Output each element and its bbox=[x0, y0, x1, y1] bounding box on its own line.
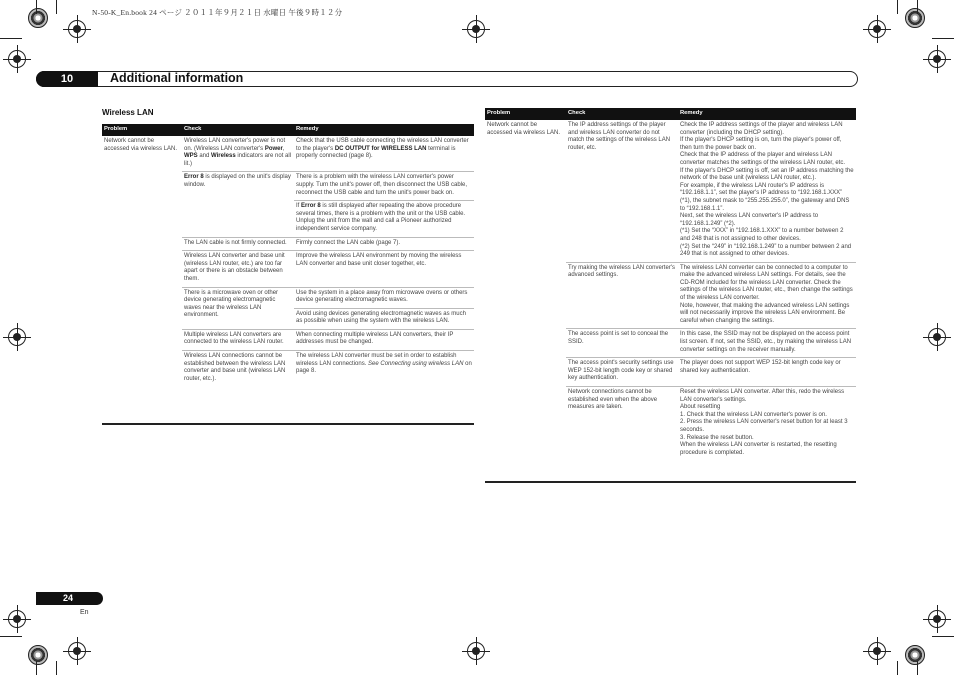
remedy-text: If Error 8 is still displayed after repeating the above procedure several times, there is a problem with the unit or the USB cable. Unplug the unit from the wall and call a Pioneer authorized independent service company. bbox=[296, 203, 466, 232]
remedy-cell bbox=[678, 329, 856, 358]
check-cell: Try making the wireless LAN converter's advanced settings. bbox=[566, 262, 678, 329]
check-cell bbox=[182, 172, 294, 237]
problem-cell: Network cannot be accessed via wireless LAN. bbox=[487, 122, 561, 136]
table-row bbox=[485, 120, 856, 262]
remedy-cell bbox=[678, 358, 856, 387]
remedy-line: 3. Release the reset button. bbox=[680, 434, 754, 441]
header-check: Check bbox=[566, 108, 678, 120]
left-troubleshoot-table bbox=[102, 124, 474, 386]
remedy-line: About resetting bbox=[680, 404, 721, 411]
chapter-title: Additional information bbox=[110, 71, 244, 85]
remedy-line: Next, set the wireless LAN converter's IP address to “192.168.1.249” (*2). bbox=[680, 213, 819, 227]
remedy-cell: Use the system in a place away from microwave ovens or others device generating electromagnetic waves. bbox=[294, 287, 474, 308]
header-remedy: Remedy bbox=[294, 124, 474, 136]
crop-mark bbox=[897, 0, 898, 14]
color-target-top-left bbox=[28, 8, 48, 28]
remedy-line: For example, if the wireless LAN router's IP address is “192.168.1.1”, set the player's IP address to “192.168.1.XXX” (*1), the subnet mask to “255.255.255.0”, the gateway and DNS to “192.168.1.1”. bbox=[680, 182, 850, 212]
check-cell: There is a microwave oven or other device generating electromagnetic waves near the wireless LAN environment. bbox=[182, 287, 294, 329]
right-troubleshoot-table bbox=[485, 108, 856, 460]
check-cell: Multiple wireless LAN converters are connected to the wireless LAN router. bbox=[182, 329, 294, 350]
registration-mark-bl bbox=[68, 642, 86, 660]
crop-mark bbox=[932, 38, 954, 39]
remedy-cell: Avoid using devices generating electromagnetic waves as much as possible when using the system with the wireless LAN. bbox=[294, 308, 474, 329]
check-cell bbox=[182, 136, 294, 172]
crop-mark bbox=[897, 661, 898, 675]
check-cell: Network connections cannot be established even when the above measures are taken. bbox=[566, 387, 678, 461]
remedy-line: 2. Press the wireless LAN converter's reset button for at least 3 seconds. bbox=[680, 419, 848, 433]
remedy-cell bbox=[294, 136, 474, 172]
print-header: N-50-K_En.book 24 ページ ２０１１年９月２１日 水曜日 午後９時１２分 bbox=[92, 8, 343, 17]
crop-mark bbox=[56, 661, 57, 675]
remedy-cell: There is a problem with the wireless LAN converter's power supply. Turn the unit's power off, then disconnect the USB cable, reconnect the USB cable and turn the unit's power back on. bbox=[294, 172, 474, 201]
color-target-bottom-left bbox=[28, 645, 48, 665]
header-check: Check bbox=[182, 124, 294, 136]
crop-mark bbox=[36, 661, 37, 675]
registration-mark-tc bbox=[467, 20, 485, 38]
header-problem: Problem bbox=[102, 124, 182, 136]
remedy-line: (*1) Set the “XXX” in “192.168.1.XXX” to a number between 2 and 248 that is not assigned to other devices. bbox=[680, 228, 844, 242]
right-table-end-rule bbox=[485, 481, 856, 483]
remedy-cell: Firmly connect the LAN cable (page 7). bbox=[294, 237, 474, 251]
page-number: 24 bbox=[36, 592, 103, 605]
table-header-row bbox=[485, 108, 856, 120]
registration-mark-bc bbox=[467, 642, 485, 660]
remedy-text: Check that the USB cable connecting the wireless LAN converter to the player's DC OUTPUT for WIRELESS LAN terminal is properly connected (page 8). bbox=[296, 138, 469, 160]
remedy-cell: When connecting multiple wireless LAN converters, their IP addresses must be changed. bbox=[294, 329, 474, 350]
remedy-line: The wireless LAN converter can be connected to a computer to make the advanced wireless LAN settings. For details, see the CD-ROM included for the wireless LAN converter. Check the settings of the wireless LAN router, etc., then change the settings of the wireless LAN converter. bbox=[680, 264, 853, 302]
remedy-line: If the player's DHCP setting is off, set an IP address matching the network of the base unit (wireless LAN router, etc.). bbox=[680, 167, 854, 182]
page-language: En bbox=[80, 609, 89, 616]
remedy-line: Reset the wireless LAN converter. After this, redo the wireless LAN converter's settings. bbox=[680, 389, 845, 403]
remedy-cell bbox=[294, 201, 474, 237]
registration-mark-tr bbox=[868, 20, 886, 38]
remedy-cell: Improve the wireless LAN environment by moving the wireless LAN converter and base unit closer together, etc. bbox=[294, 251, 474, 287]
check-cell: Wireless LAN converter and base unit (wireless LAN router, etc.) are too far apart or there is an obstacle between them. bbox=[182, 251, 294, 287]
check-cell: Wireless LAN connections cannot be established between the wireless LAN converter and base unit (wireless LAN router, etc.). bbox=[182, 351, 294, 387]
check-cell: The LAN cable is not firmly connected. bbox=[182, 237, 294, 251]
registration-mark-r2 bbox=[928, 610, 946, 628]
crop-mark bbox=[0, 636, 22, 637]
remedy-line: Note, however, that making the advanced wireless LAN settings will not necessarily improve the wireless LAN environment. Be careful when changing the settings. bbox=[680, 302, 850, 324]
header-problem: Problem bbox=[485, 108, 566, 120]
remedy-line: 1. Check that the wireless LAN converter's power is on. bbox=[680, 411, 827, 418]
remedy-cell bbox=[678, 387, 856, 461]
registration-mark-r1 bbox=[928, 50, 946, 68]
problem-cell: Network cannot be accessed via wireless LAN. bbox=[104, 138, 178, 152]
crop-mark bbox=[0, 38, 22, 39]
check-cell: The access point's security settings use WEP 152-bit length code key or shared key authentication. bbox=[566, 358, 678, 387]
remedy-line: (*2) Set the “249” in “192.168.1.249” to a number between 2 and 249 that is not assigned to other devices. bbox=[680, 243, 852, 258]
crop-mark bbox=[917, 0, 918, 14]
registration-mark-br bbox=[868, 642, 886, 660]
crop-mark bbox=[36, 0, 37, 14]
registration-mark-rm bbox=[928, 328, 946, 346]
check-text: Wireless LAN converter's power is not on. (Wireless LAN converter's Power, WPS and Wireless indicators are not all lit.) bbox=[184, 138, 292, 167]
section-title: Wireless LAN bbox=[102, 108, 154, 117]
check-text: Error 8 is displayed on the unit's display window. bbox=[184, 174, 291, 188]
registration-mark-lm bbox=[8, 328, 26, 346]
crop-mark bbox=[917, 661, 918, 675]
remedy-line: Check that the IP address of the player and wireless LAN converter matches the settings of the wireless LAN router, etc. bbox=[680, 152, 846, 166]
crop-mark bbox=[932, 636, 954, 637]
registration-mark-l1 bbox=[8, 50, 26, 68]
color-target-bottom-right bbox=[905, 645, 925, 665]
left-table-end-rule bbox=[102, 423, 474, 425]
registration-mark-tl bbox=[68, 20, 86, 38]
remedy-text: The wireless LAN converter must be set in order to establish wireless LAN connections. See Connecting using wireless LAN on page 8. bbox=[296, 353, 472, 375]
chapter-number: 10 bbox=[36, 71, 98, 87]
remedy-line: The player does not support WEP 152-bit length code key or shared key authentication. bbox=[680, 360, 841, 374]
remedy-line: When the wireless LAN converter is restarted, the resetting procedure is completed. bbox=[680, 442, 837, 456]
check-cell: The access point is set to conceal the SSID. bbox=[566, 329, 678, 358]
remedy-cell bbox=[678, 120, 856, 262]
table-header-row bbox=[102, 124, 474, 136]
remedy-line: Check the IP address settings of the player and wireless LAN converter (including the DHCP setting). bbox=[680, 122, 843, 136]
color-target-top-right bbox=[905, 8, 925, 28]
header-remedy: Remedy bbox=[678, 108, 856, 120]
registration-mark-l2 bbox=[8, 610, 26, 628]
check-cell: The IP address settings of the player and wireless LAN converter do not match the settings of the wireless LAN router, etc. bbox=[568, 122, 671, 151]
remedy-line: If the player's DHCP setting is on, turn the player's power off, then turn the power back on. bbox=[680, 137, 842, 151]
remedy-cell bbox=[678, 262, 856, 329]
remedy-line: In this case, the SSID may not be displayed on the access point list screen. If not, set the SSID, etc., by making the wireless LAN converter settings on the receiver manually. bbox=[680, 331, 852, 353]
table-row bbox=[102, 136, 474, 172]
remedy-cell bbox=[294, 351, 474, 387]
crop-mark bbox=[56, 0, 57, 14]
